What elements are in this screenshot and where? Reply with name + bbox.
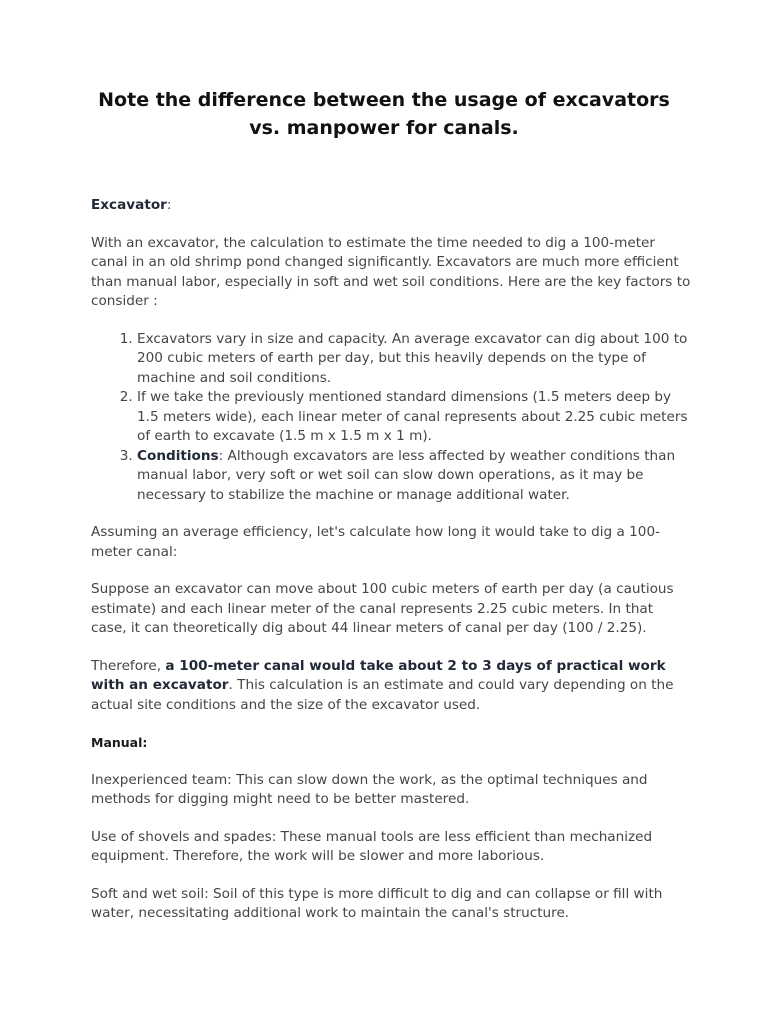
excavator-heading-line xyxy=(91,196,691,216)
factor-item xyxy=(137,388,691,447)
conclusion-paragraph xyxy=(91,657,691,716)
conclusion-suffix: . This calculation is an estimate and could vary depending on the actual site conditions and the size of the excavator used. xyxy=(91,677,674,713)
excavator-heading-colon: : xyxy=(166,197,172,213)
factor-list xyxy=(91,330,691,506)
conclusion-highlight: a 100-meter canal would take about 2 to 3 days of practical work with an excavator xyxy=(91,657,666,693)
suppose-paragraph: Suppose an excavator can move about 100 cubic meters of earth per day (a cautious estimate) and each linear meter of the canal represents 2.25 cubic meters. In that case, it can theoretically dig about 44 linear meters of canal per day (100 / 2.25). xyxy=(91,581,674,636)
document-body xyxy=(91,196,691,924)
manual-paragraph: Soft and wet soil: Soil of this type is more difficult to dig and can collapse or fill with water, necessitating additional work to maintain the canal's structure. xyxy=(91,885,663,921)
factor-label: Conditions xyxy=(137,447,219,464)
manual-paragraph: Inexperienced team: This can slow down the work, as the optimal techniques and methods for digging might need to be better mastered. xyxy=(91,771,648,807)
excavator-heading: Excavator xyxy=(91,197,167,213)
factor-text: If we take the previously mentioned standard dimensions (1.5 meters deep by 1.5 meters wide), each linear meter of canal represents about 2.25 cubic meters of earth to excavate (1.5 m x 1.5 m x 1 m). xyxy=(137,389,688,444)
factor-item xyxy=(137,330,691,389)
factor-text: : Although excavators are less affected by weather conditions than manual labor, very soft or wet soil can slow down operations, as it may be necessary to stabilize the machine or manage additional water. xyxy=(137,447,676,503)
manual-paragraph: Use of shovels and spades: These manual tools are less efficient than mechanized equipment. Therefore, the work will be slower and more laborious. xyxy=(91,828,653,864)
document-title: Note the difference between the usage of excavators vs. manpower for canals. xyxy=(98,89,670,139)
factor-text: Excavators vary in size and capacity. An average excavator can dig about 100 to 200 cubic meters of earth per day, but this heavily depends on the type of machine and soil conditions. xyxy=(137,330,688,386)
factor-item xyxy=(137,447,691,506)
manual-heading: Manual: xyxy=(91,735,148,750)
assumption-paragraph: Assuming an average efficiency, let's calculate how long it would take to dig a 100-meter canal: xyxy=(91,524,660,560)
excavator-intro: With an excavator, the calculation to estimate the time needed to dig a 100-meter canal in an old shrimp pond changed significantly. Excavators are much more efficient than manual labor, especially in soft and wet soil conditions. Here are the key factors to consider : xyxy=(91,234,691,309)
conclusion-prefix: Therefore, xyxy=(91,657,166,674)
